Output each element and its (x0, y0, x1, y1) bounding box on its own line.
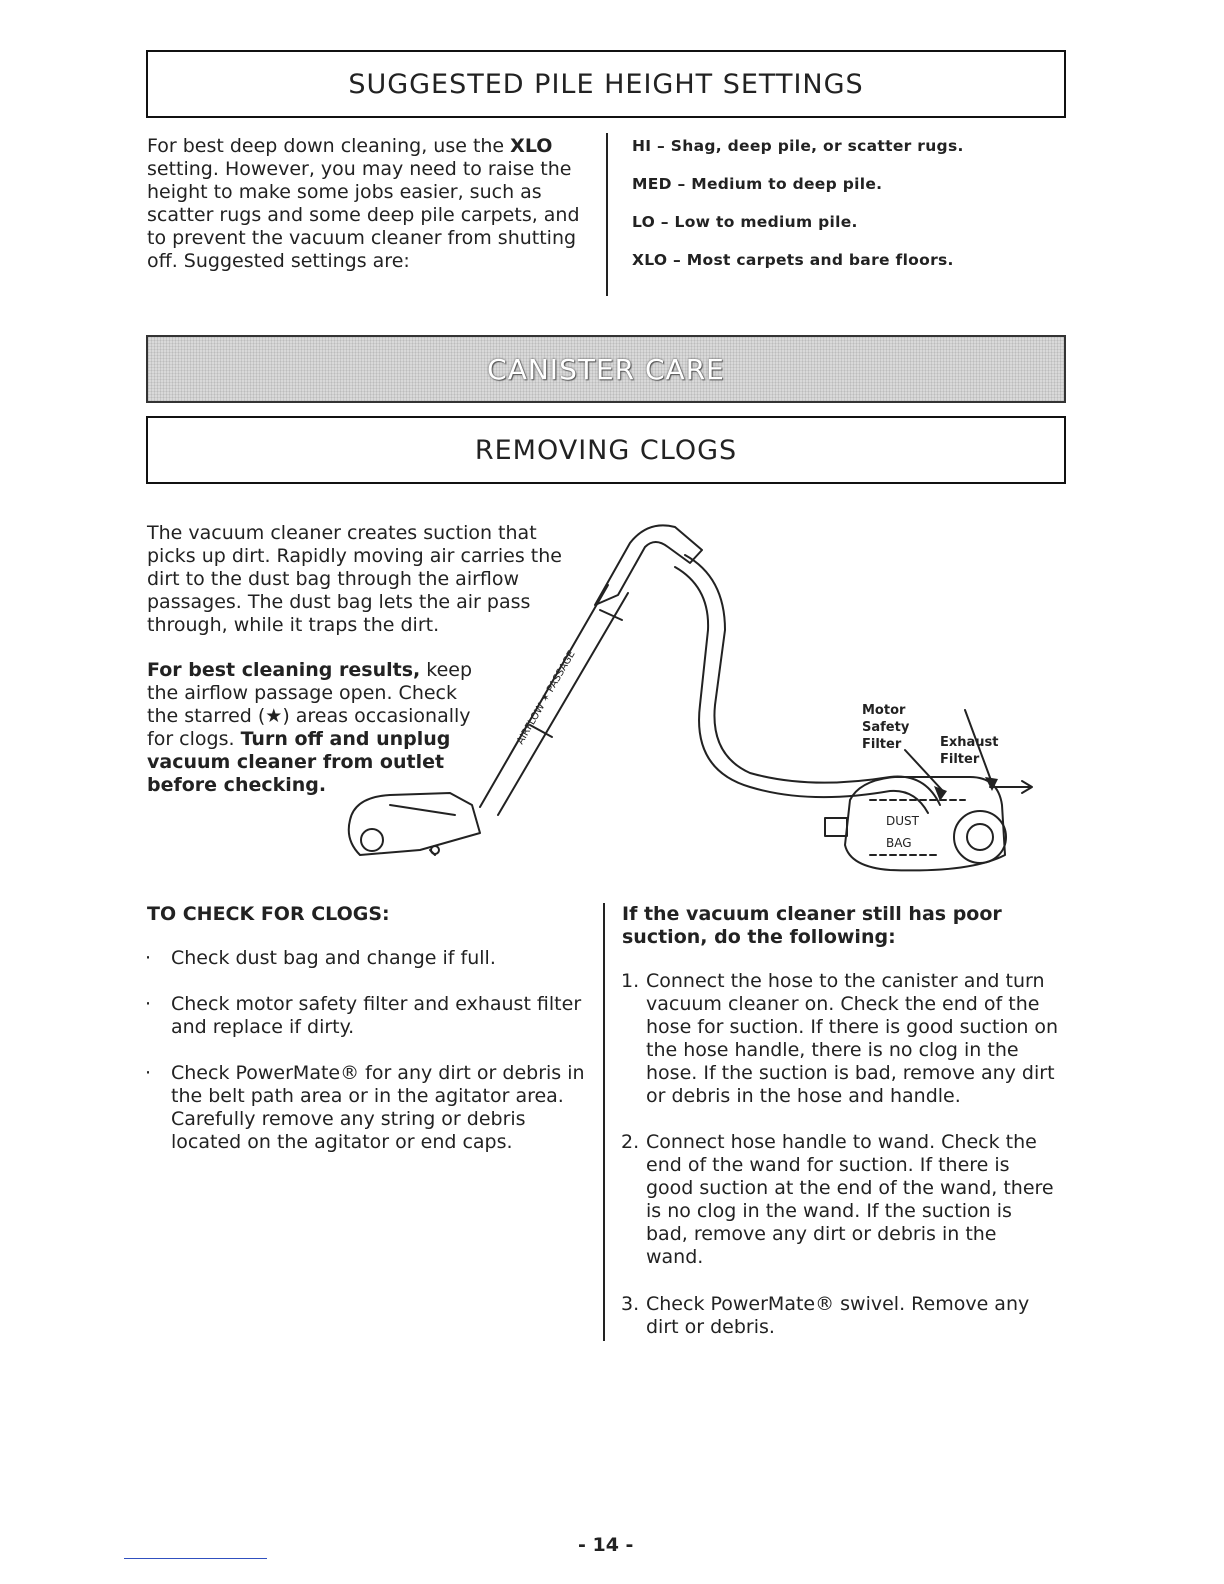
exhaust-filter-label: Exhaust Filter (940, 735, 999, 767)
canister-care-title: CANISTER CARE (487, 352, 725, 386)
poor-suction-step: 3. Check PowerMate® swivel. Remove any dirt or debris. (621, 1293, 1030, 1338)
check-clogs-bullet: · Check PowerMate® for any dirt or debris in the belt path area or in the agitator area. Carefully remove any string or debris located on the agitator or end caps. (145, 1062, 585, 1153)
pile-column-divider (606, 133, 608, 296)
wand-airflow-label: AIRFLOW ✶ PASSAGE (515, 649, 578, 747)
hose-outer (685, 555, 940, 805)
pile-height-intro: For best deep down cleaning, use the XLO setting. However, you may need to raise the height to make some jobs easier, such as scatter rugs and some deep pile carpets, and to prevent the vacuum cleaner from shutting off. Suggested settings are: (147, 135, 580, 272)
poor-suction-step: 1. Connect the hose to the canister and turn vacuum cleaner on. Check the end of the hose for suction. If there is good suction on the hose handle, there is no clog in the hose. If the suction is bad, remove any dirt or debris in the hose and handle. (621, 970, 1059, 1107)
check-clogs-heading: TO CHECK FOR CLOGS: (147, 903, 390, 925)
motor-safety-filter-label: Motor Safety Filter (862, 703, 910, 752)
canister-care-banner (146, 335, 1066, 403)
setting-lo: LO – Low to medium pile. (632, 213, 858, 231)
pile-height-title: SUGGESTED PILE HEIGHT SETTINGS (348, 68, 864, 100)
dust-bag-label-1: DUST (886, 814, 919, 828)
removing-clogs-title-box (146, 416, 1066, 484)
powermate-nozzle (349, 793, 480, 855)
pile-height-title-box (146, 50, 1066, 118)
vacuum-diagram (330, 515, 1050, 885)
dust-bag-label-2: BAG (886, 836, 912, 850)
removing-clogs-title: REMOVING CLOGS (474, 434, 738, 466)
clogs-column-divider (603, 903, 605, 1341)
wand-outer (498, 593, 628, 815)
setting-xlo: XLO – Most carpets and bare floors. (632, 251, 954, 269)
check-clogs-bullet: · Check dust bag and change if full. (145, 947, 496, 969)
clogs-intro: The vacuum cleaner creates suction that picks up dirt. Rapidly moving air carries the dirt to the dust bag through the airflow passages. The dust bag lets the air pass through, while it traps the dirt. (147, 522, 562, 636)
setting-hi: HI – Shag, deep pile, or scatter rugs. (632, 137, 964, 155)
hose-handle (595, 525, 702, 605)
footer-rule (124, 1558, 267, 1559)
page-number: - 14 - (578, 1534, 634, 1556)
check-clogs-bullet: · Check motor safety filter and exhaust filter and replace if dirty. (145, 993, 582, 1038)
clogs-tip: For best cleaning results, keep the airflow passage open. Check the starred (★) areas occasionally for clogs. Turn off and unplug vacuum cleaner from outlet before checking. (147, 659, 473, 796)
poor-suction-heading: If the vacuum cleaner still has poor suction, do the following: (622, 903, 1002, 948)
poor-suction-step: 2. Connect hose handle to wand. Check the end of the wand for suction. If there is good suction at the end of the wand, there is no clog in the wand. If the suction is bad, remove any dirt or debris in the wand. (621, 1131, 1054, 1268)
setting-med: MED – Medium to deep pile. (632, 175, 883, 193)
